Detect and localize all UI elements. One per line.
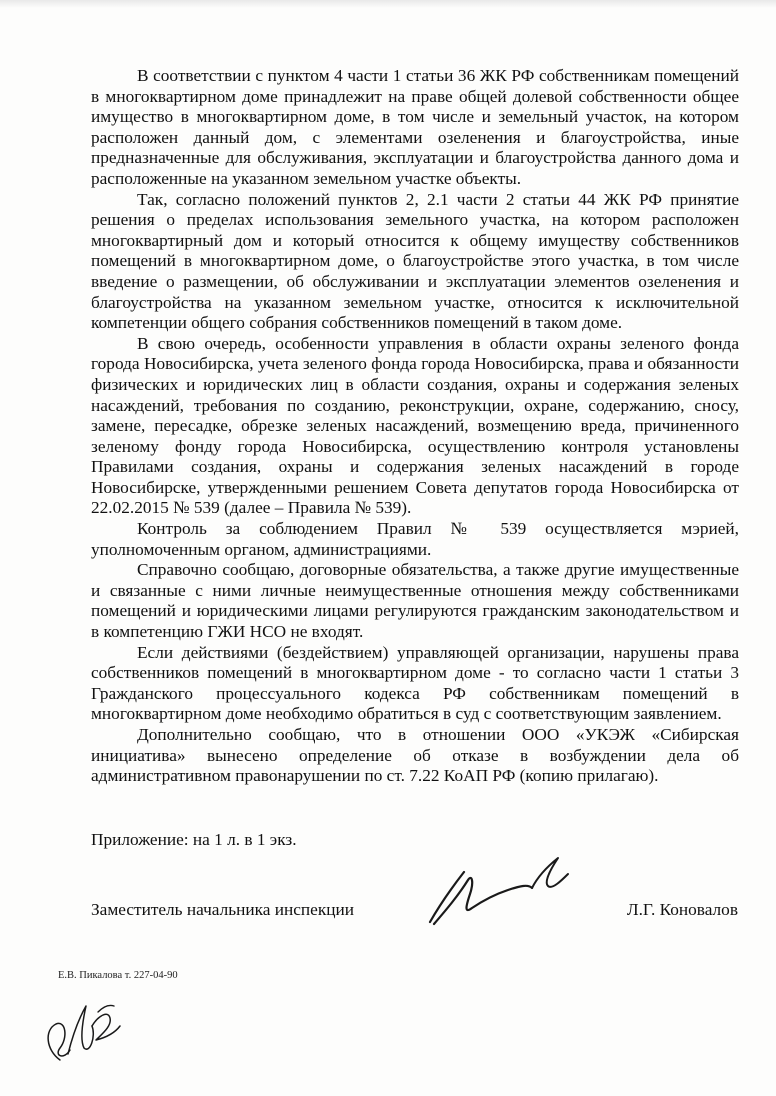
paragraph-4: Контроль за соблюдением Правил № 539 осуществляется мэрией, уполномоченным органом, администрациями. xyxy=(91,519,739,559)
paragraph-1: В соответствии с пунктом 4 части 1 статьи 36 ЖК РФ собственникам помещений в многоквартирном доме принадлежит на праве общей долевой собственности общее имущество в многоквартирном доме, в том числе и земельный участок, на котором расположен данный дом, с элементами озеленения и благоустройства, иные предназначенные для обслуживания, эксплуатации и благоустройства данного дома и расположенные на указанном земельном участке объекты. xyxy=(91,66,739,188)
scan-top-edge xyxy=(0,0,776,8)
paragraph-3: В свою очередь, особенности управления в области охраны зеленого фонда города Новосибирска, учета зеленого фонда города Новосибирска, права и обязанности физических и юридических лиц в области создания, охраны и содержания зеленых насаждений, требования по созданию, реконструкции, охране, содержанию, сносу, замене, пересадке, обрезке зеленых насаждений, возмещению вреда, причиненного зеленому фонду города Новосибирска, осуществлению контроля установлены Правилами создания, охраны и содержания зеленых насаждений в городе Новосибирске, утвержденными решением Совета депутатов города Новосибирска от 22.02.2015 № 539 (далее – Правила № 539). xyxy=(91,333,739,518)
paragraph-5: Справочно сообщаю, договорные обязательства, а также другие имущественные и связанные с ними личные неимущественные отношения между собственниками помещений и юридическими лицами регулируются гражданским законодательством и в компетенцию ГЖИ НСО не входят. xyxy=(91,560,739,642)
paragraph-6: Если действиями (бездействием) управляющей организации, нарушены права собственников помещений в многоквартирном доме - то согласно части 1 статьи 3 Гражданского процессуального кодекса РФ собственникам помещений в многоквартирном доме необходимо обратиться в суд с соответствующим заявлением. xyxy=(91,642,739,724)
paragraph-7: Дополнительно сообщаю, что в отношении ООО «УКЭЖ «Сибирская инициатива» вынесено определение об отказе в возбуждении дела об административном правонарушении по ст. 7.22 КоАП РФ (копию прилагаю). xyxy=(91,725,739,786)
signer-position: Заместитель начальника инспекции xyxy=(91,900,354,919)
letter-body xyxy=(91,66,739,787)
paragraph-2: Так, согласно положений пунктов 2, 2.1 части 2 статьи 44 ЖК РФ принятие решения о пределах использования земельного участка, на котором расположен многоквартирный дом и который относится к общему имуществу собственников помещений в многоквартирном доме, о благоустройстве этого участка, в том числе введение о размещении, об обслуживании и эксплуатации элементов озеленения и благоустройства на указанном земельном участке, относится к исключительной компетенции общего собрания собственников помещений в таком доме. xyxy=(91,189,739,333)
executor-contact: Е.В. Пикалова т. 227-04-90 xyxy=(58,970,178,981)
attachment-note: Приложение: на 1 л. в 1 экз. xyxy=(91,830,297,849)
signature-image xyxy=(424,850,584,930)
handwritten-visa-mark xyxy=(38,990,128,1070)
signer-name: Л.Г. Коновалов xyxy=(626,900,738,919)
